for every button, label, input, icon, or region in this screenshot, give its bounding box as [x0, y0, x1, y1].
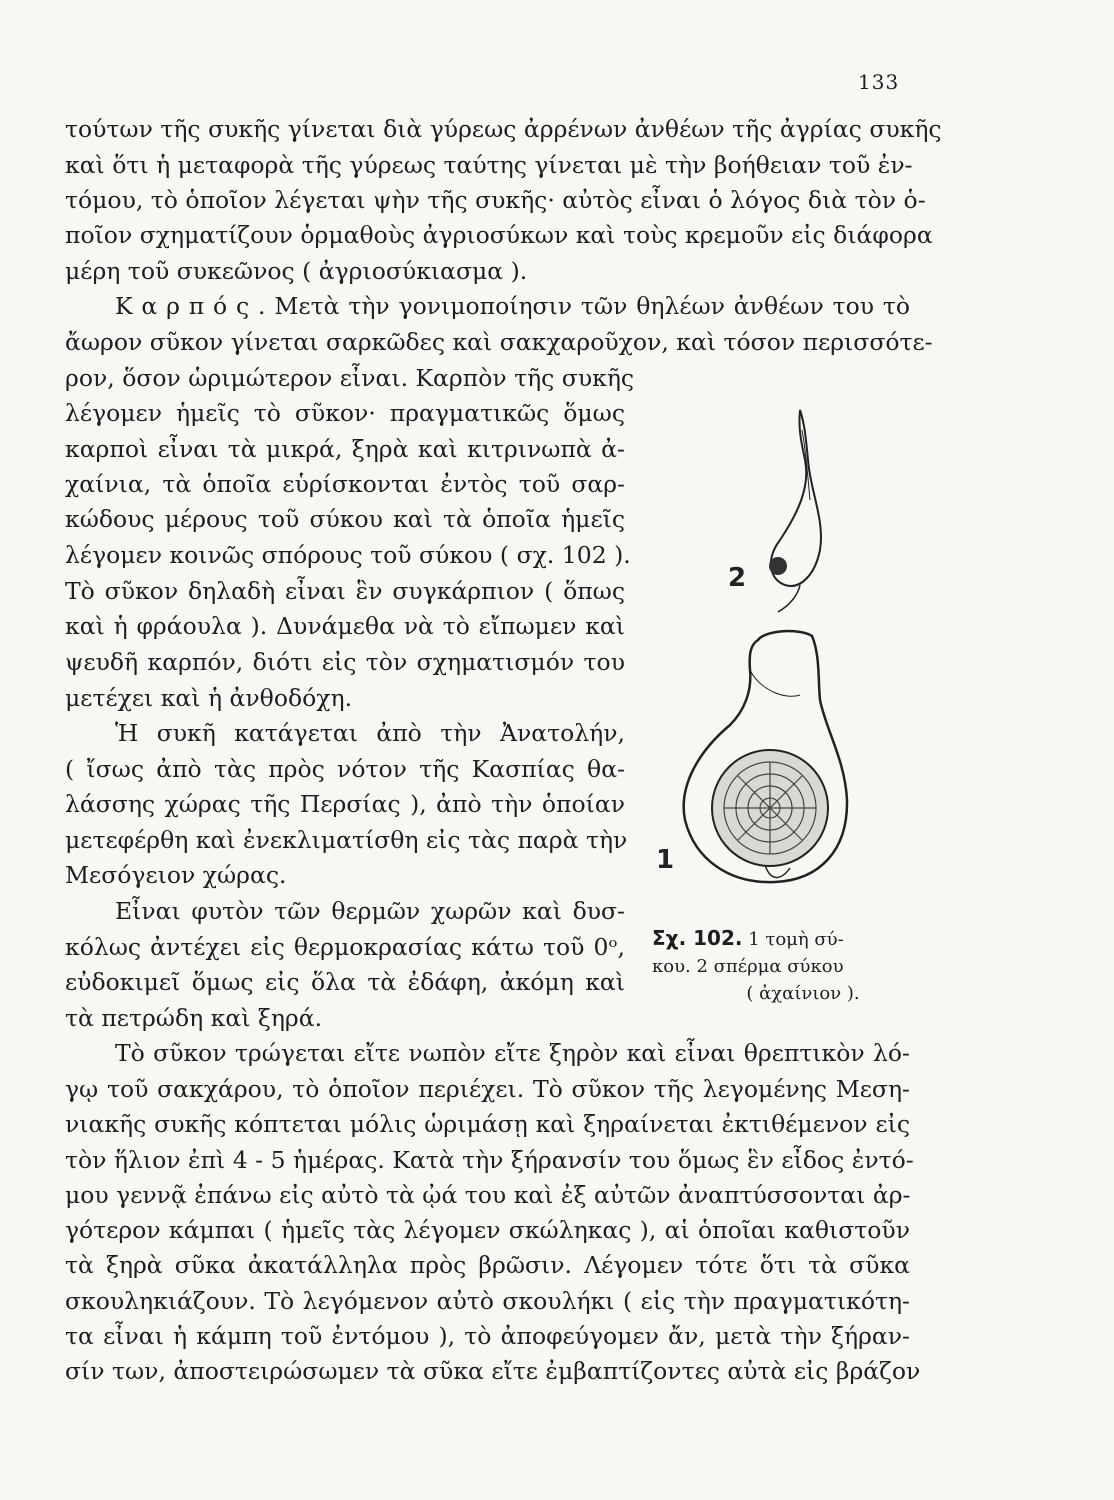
caption-line-1: 1 τομὴ σύ- — [748, 929, 844, 950]
text-line: καὶ ἡ φράουλα ). Δυνάμεθα νὰ τὸ εἴπωμεν καὶ — [65, 612, 625, 640]
text-line: Τὸ σῦκον δηλαδὴ εἶναι ἓν συγκάρπιον ( ὅπως — [65, 577, 625, 605]
text-line: χαίνια, τὰ ὁποῖα εὑρίσκονται ἐντὸς τοῦ σαρ- — [65, 470, 625, 498]
text-line: Κ α ρ π ό ς . Μετὰ τὴν γονιμοποίησιν τῶν θηλέων ἀνθέων του τὸ — [115, 292, 910, 320]
fig-label-1: 1 — [656, 845, 675, 875]
text-line: καὶ ὅτι ἡ μεταφορὰ τῆς γύρεως ταύτης γίνεται μὲ τὴν βοήθειαν τοῦ ἐν- — [65, 151, 913, 179]
text-line: ( ἴσως ἀπὸ τὰς πρὸς νότον τῆς Κασπίας θα- — [65, 755, 625, 783]
text-line: μετέχει καὶ ἡ ἀνθοδόχη. — [65, 684, 353, 712]
caption-label: Σχ. 102. — [652, 926, 743, 950]
text-line: μετεφέρθη καὶ ἐνεκλιματίσθη εἰς τὰς παρὰ τὴν — [65, 826, 628, 854]
text-line: τούτων τῆς συκῆς γίνεται διὰ γύρεως ἀρρένων ἀνθέων τῆς ἀγρίας συκῆς — [65, 115, 942, 143]
figure-caption — [652, 925, 914, 1007]
text-line: νιακῆς συκῆς κόπτεται μόλις ὡριμάσῃ καὶ ξηραίνεται ἐκτιθέμενον εἰς — [65, 1110, 910, 1138]
text-line: γῳ τοῦ σακχάρου, τὸ ὁποῖον περιέχει. Τὸ σῦκον τῆς λεγομένης Μεση- — [65, 1075, 910, 1103]
text-line: εὐδοκιμεῖ ὅμως εἰς ὅλα τὰ ἐδάφη, ἀκόμη καὶ — [65, 968, 625, 996]
text-line: κώδους μέρους τοῦ σύκου καὶ τὰ ὁποῖα ἡμεῖς — [65, 505, 625, 533]
text-line: λάσσης χώρας τῆς Περσίας ), ἀπὸ τὴν ὁποίαν — [65, 790, 625, 818]
text-line: Μεσόγειον χώρας. — [65, 861, 287, 889]
figure-102 — [650, 390, 920, 910]
text-line: ἄωρον σῦκον γίνεται σαρκῶδες καὶ σακχαροῦχον, καὶ τόσον περισσότε- — [65, 328, 933, 356]
seed-cluster — [724, 762, 816, 854]
text-line: λέγομεν ἡμεῖς τὸ σῦκον· πραγματικῶς ὅμως — [65, 399, 625, 427]
fig-label-2: 2 — [728, 563, 747, 593]
seed-drawing — [771, 410, 821, 612]
text-line: λέγομεν κοινῶς σπόρους τοῦ σύκου ( σχ. 102 ). — [65, 541, 631, 569]
text-line: Εἶναι φυτὸν τῶν θερμῶν χωρῶν καὶ δυσ- — [115, 897, 625, 925]
text-line: τὰ πετρώδη καὶ ξηρά. — [65, 1004, 323, 1032]
text-line: ρον, ὅσον ὡριμώτερον εἶναι. Καρπὸν τῆς συκῆς — [65, 364, 635, 392]
caption-line-3: ( ἀχαίνιον ). — [746, 983, 860, 1004]
fig-illustration — [650, 390, 920, 910]
seed-embryo — [769, 557, 787, 575]
text-line: ψευδῆ καρπόν, διότι εἰς τὸν σχηματισμόν του — [65, 648, 625, 676]
text-line: Τὸ σῦκον τρώγεται εἴτε νωπὸν εἴτε ξηρὸν καὶ εἶναι θρεπτικὸν λό- — [115, 1039, 910, 1067]
text-line: σκουληκιάζουν. Τὸ λεγόμενον αὐτὸ σκουλήκι ( εἰς τὴν πραγματικότη- — [65, 1287, 910, 1315]
text-line: καρποὶ εἶναι τὰ μικρά, ξηρὰ καὶ κιτρινωπὰ ἀ- — [65, 435, 625, 463]
text-line: γότερον κάμπαι ( ἡμεῖς τὰς λέγομεν σκώληκας ), αἱ ὁποῖαι καθιστοῦν — [65, 1216, 910, 1244]
text-line: μου γεννᾷ ἐπάνω εἰς αὐτὸ τὰ ᾠά του καὶ ἐξ αὐτῶν ἀναπτύσσονται ἀρ- — [65, 1181, 911, 1209]
caption-line-2: κου. 2 σπέρμα σύκου — [652, 956, 844, 977]
text-line: κόλως ἀντέχει εἰς θερμοκρασίας κάτω τοῦ 0ᵒ, — [65, 933, 625, 961]
text-line: Ἡ συκῆ κατάγεται ἀπὸ τὴν Ἀνατολήν, — [115, 719, 625, 747]
text-line: σίν των, ἀποστειρώσωμεν τὰ σῦκα εἴτε ἐμβαπτίζοντες αὐτὰ εἰς βράζον — [65, 1357, 921, 1385]
text-line: τα εἶναι ἡ κάμπη τοῦ ἐντόμου ), τὸ ἀποφεύγομεν ἄν, μετὰ τὴν ξήραν- — [65, 1322, 910, 1350]
text-line: τόμου, τὸ ὁποῖον λέγεται ψὴν τῆς συκῆς· αὐτὸς εἶναι ὁ λόγος διὰ τὸν ὁ- — [65, 186, 926, 214]
text-line: τὸν ἥλιον ἐπὶ 4 - 5 ἡμέρας. Κατὰ τὴν ξήρανσίν του ὅμως ἓν εἶδος ἐντό- — [65, 1146, 914, 1174]
text-line: μέρη τοῦ συκεῶνος ( ἀγριοσύκιασμα ). — [65, 257, 528, 285]
text-line: τὰ ξηρὰ σῦκα ἀκατάλληλα πρὸς βρῶσιν. Λέγομεν τότε ὅτι τὰ σῦκα — [65, 1251, 910, 1279]
page-number: 133 — [858, 70, 900, 94]
text-line: ποῖον σχηματίζουν ὁρμαθοὺς ἀγριοσύκων καὶ τοὺς κρεμοῦν εἰς διάφορα — [65, 221, 933, 249]
